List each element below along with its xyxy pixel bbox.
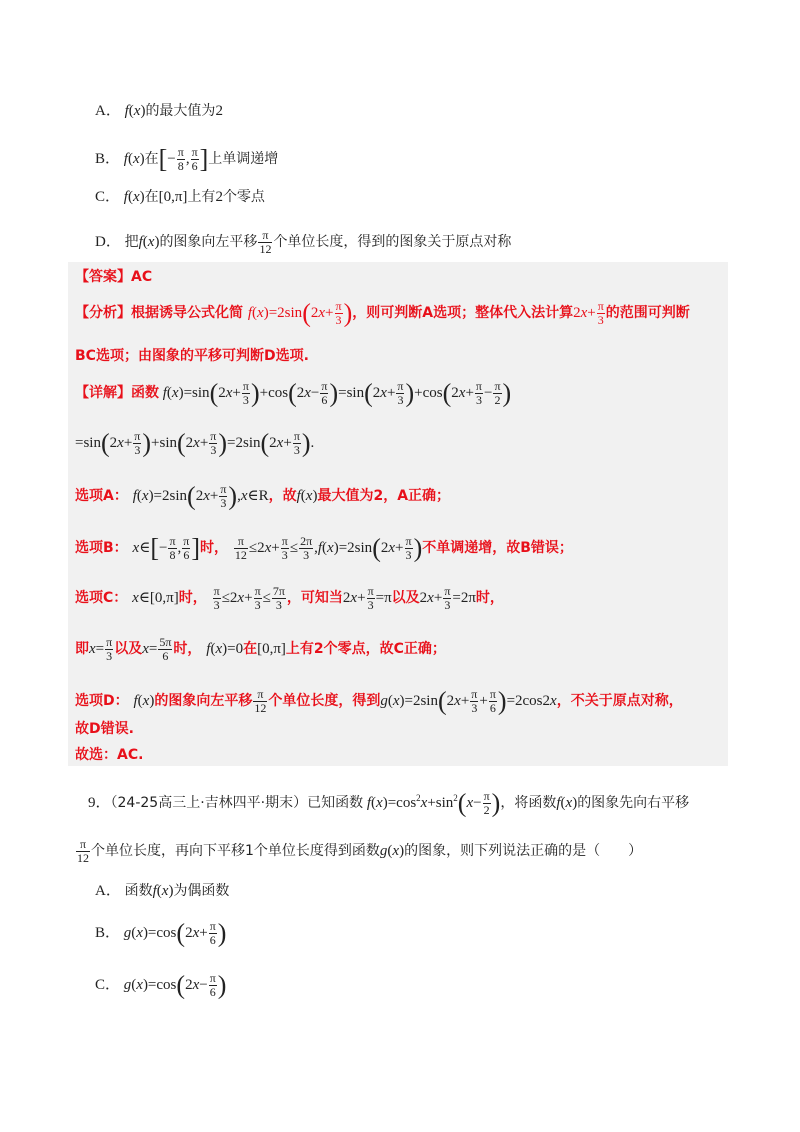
q9-number: 9．: [88, 795, 111, 811]
q9-option-c: C． g(x)=cos(2x− $\frac{\pi}{6}$ ): [95, 970, 227, 1000]
option-letter: C．: [95, 189, 121, 205]
q9-option-a: A． 函数f(x)为偶函数: [95, 883, 230, 899]
detail-option-c-2: 即x= $\frac{\pi}{3}$ 以及x= $\frac{5\pi}{6}$ 时， f(x)=0在[0,π]上有2个零点，故C正确；: [75, 635, 446, 663]
option-letter: B．: [95, 924, 121, 941]
q9-stem-line-2: $\frac{\pi}{12}$ 个单位长度，再向下平移1个单位长度得到函数g(x)的图象，则下列说法正确的是（ ）: [77, 837, 643, 865]
detail-option-d-2: 故D错误.: [75, 721, 134, 737]
analysis-line-1: 【分析】根据诱导公式化简 f(x)=2sin(2x+ $\frac{\pi}{3}$ )，则可判断A选项；整体代入法计算2x+ $\frac{\pi}{3}$ 的范围可判断: [75, 298, 690, 328]
detail-option-b: 选项B： x∈[− $\frac{\pi}{8}$ , $\frac{\pi}{6}$ ]时， $\frac{\pi}{12}$ ≤2x+ $\frac{\pi}{3}$ ≤ $\frac{2\pi}{3}$ ,f(x)=2sin(2x+ $\frac{\pi}{3}$ )不单调递增，故B错误；: [75, 533, 573, 563]
detail-line-1: 【详解】函数 f(x)=sin(2x+ $\frac{\pi}{3}$ )+cos(2x− $\frac{\pi}{6}$ )=sin(2x+ $\frac{\pi}{3}$ )+cos(2x+ $\frac{\pi}{3}$ − $\frac{\pi}{2}$ ): [75, 378, 512, 408]
q9-source: （24-25高三上·吉林四平·期末）: [110, 795, 308, 811]
option-d: D． 把f(x)的图象向左平移 $\frac{\pi}{12}$ 个单位长度，得到的图象关于原点对称: [95, 228, 512, 256]
option-letter: A．: [95, 883, 121, 899]
detail-option-d: 选项D： f(x)的图象向左平移 $\frac{\pi}{12}$ 个单位长度，得到g(x)=2sin(2x+ $\frac{\pi}{3}$ + $\frac{\pi}{6}$ )=2cos2x，不关于原点对称，: [75, 686, 683, 716]
answer-label: 【答案】: [75, 269, 131, 285]
option-letter: D．: [95, 233, 121, 250]
analysis-line-2: BC选项；由图象的平移可判断D选项.: [75, 348, 309, 364]
q9-option-b: B． g(x)=cos(2x+ $\frac{\pi}{6}$ ): [95, 918, 227, 948]
option-c: C． f(x)在[0,π]上有2个零点: [95, 189, 265, 205]
answer-line: [75, 266, 152, 288]
option-a: A． f(x)的最大值为2: [95, 103, 223, 119]
option-letter: B．: [95, 150, 121, 167]
detail-option-a: 选项A： f(x)=2sin(2x+ $\frac{\pi}{3}$ ),x∈R，故f(x)最大值为2，A正确；: [75, 481, 451, 511]
option-math: f(x): [124, 103, 146, 119]
detail-option-c: 选项C： x∈[0,π]时， $\frac{\pi}{3}$ ≤2x+ $\frac{\pi}{3}$ ≤ $\frac{7\pi}{3}$ ，可知当2x+ $\frac{\pi}{3}$ =π以及2x+ $\frac{\pi}{3}$ =2π时，: [75, 584, 504, 612]
option-letter: A．: [95, 103, 121, 119]
analysis-label: 【分析】: [75, 304, 131, 321]
option-b: B． f(x)在[− $\frac{\pi}{8}$ , $\frac{\pi}{6}$ ]上单调递增: [95, 144, 279, 174]
q9-stem-line-1: 9．（24-25高三上·吉林四平·期末）已知函数 $f(x)=\cos^2x+\sin^2(x-$ $\frac{\pi}{2}$ )，将函数f(x)的图象先向右平移: [88, 788, 690, 818]
option-letter: C．: [95, 976, 121, 993]
answer-value: AC: [131, 269, 153, 285]
detail-label: 【详解】: [75, 384, 131, 401]
detail-line-2: =sin(2x+ $\frac{\pi}{3}$ )+sin(2x+ $\frac{\pi}{3}$ )=2sin(2x+ $\frac{\pi}{3}$ ).: [75, 428, 315, 458]
detail-choice: 故选：AC.: [75, 747, 144, 763]
